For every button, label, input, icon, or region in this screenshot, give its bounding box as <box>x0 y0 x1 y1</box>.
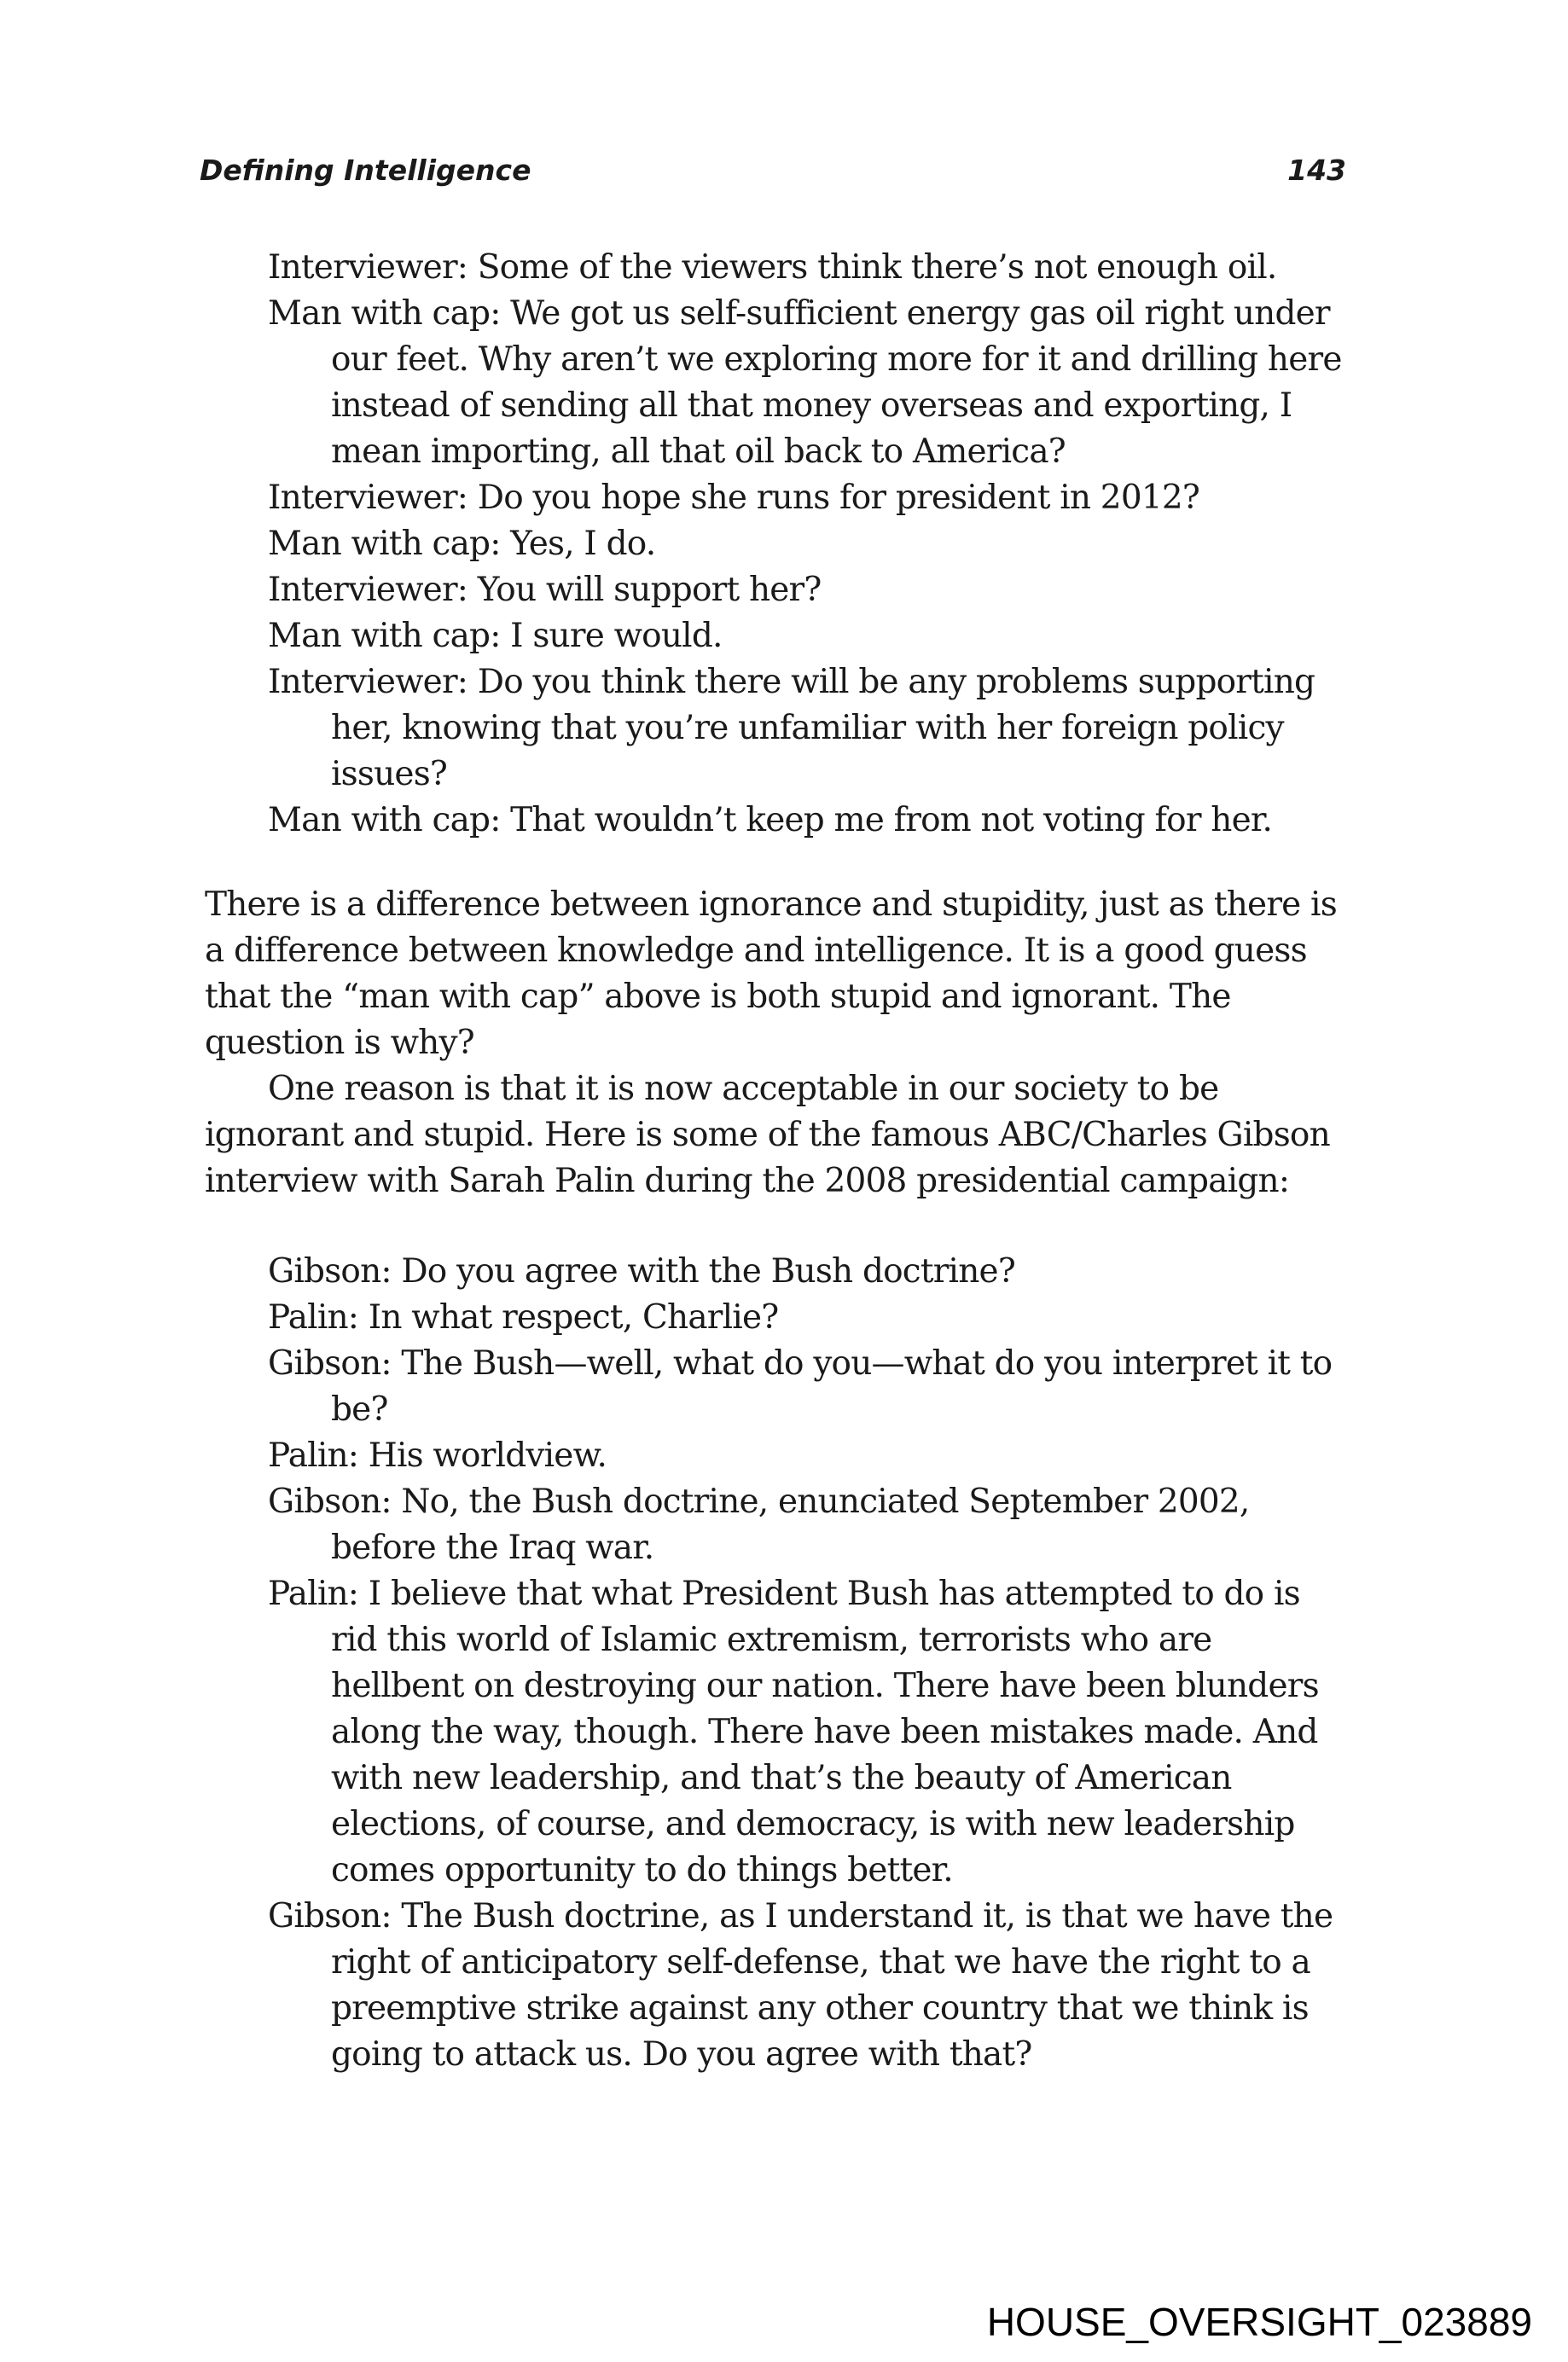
body-text <box>205 882 1348 1204</box>
dialogue-line: Man with cap: I sure would. <box>268 617 723 655</box>
dialogue-line: Man with cap: That wouldn’t keep me from not voting for her. <box>268 801 1273 839</box>
chapter-title: Defining Intelligence <box>200 154 531 187</box>
paragraph: There is a difference between ignorance and stupidity, just as there is a difference between knowledge and intelligence. It is a good guess that the “man with cap” above is both stupid and ignorant. The question is why? <box>205 885 1337 1062</box>
dialogue-line: Gibson: Do you agree with the Bush doctrine? <box>268 1252 1015 1291</box>
dialogue-line: Man with cap: Yes, I do. <box>268 525 656 563</box>
dialogue-line: Gibson: The Bush—well, what do you—what do you interpret it to be? <box>268 1344 1333 1429</box>
bates-stamp: HOUSE_OVERSIGHT_023889 <box>986 2300 1532 2344</box>
dialogue-line: Palin: His worldview. <box>268 1436 607 1475</box>
dialogue-line: Man with cap: We got us self-sufficient energy gas oil right under our feet. Why aren’t we exploring more for it and drilling here instead of sending all that money overseas and exporting, I mean importing, all that oil back to America? <box>268 294 1342 471</box>
paragraph: One reason is that it is now acceptable in our society to be ignorant and stupid. Here is some of the famous ABC/Charles Gibson interview with Sarah Palin during the 2008 presidential campaign: <box>205 1070 1330 1200</box>
running-head <box>200 154 1346 196</box>
interview-transcript-2 <box>205 1249 1348 2078</box>
interview-transcript-1 <box>205 245 1348 844</box>
dialogue-line: Interviewer: You will support her? <box>268 571 822 609</box>
dialogue-line: Gibson: The Bush doctrine, as I understand it, is that we have the right of anticipatory self-defense, that we have the right to a preemptive strike against any other country that we think is going to attack us. Do you agree with that? <box>268 1897 1333 2074</box>
dialogue-line: Palin: In what respect, Charlie? <box>268 1298 779 1337</box>
dialogue-line: Gibson: No, the Bush doctrine, enunciated September 2002, before the Iraq war. <box>268 1483 1250 1567</box>
dialogue-line: Interviewer: Some of the viewers think there’s not enough oil. <box>268 248 1277 287</box>
dialogue-line: Palin: I believe that what President Bush has attempted to do is rid this world of Islamic extremism, terrorists who are hellbent on destroying our nation. There have been blunders along the way, though. There have been mistakes made. And with new leadership, and that’s the beauty of American elections, of course, and democracy, is with new leadership comes opportunity to do things better. <box>268 1575 1319 1889</box>
dialogue-line: Interviewer: Do you hope she runs for president in 2012? <box>268 479 1199 517</box>
page-number: 143 <box>1287 154 1346 187</box>
dialogue-line: Interviewer: Do you think there will be any problems supporting her, knowing that you’re unfamiliar with her foreign policy issues? <box>268 663 1315 793</box>
